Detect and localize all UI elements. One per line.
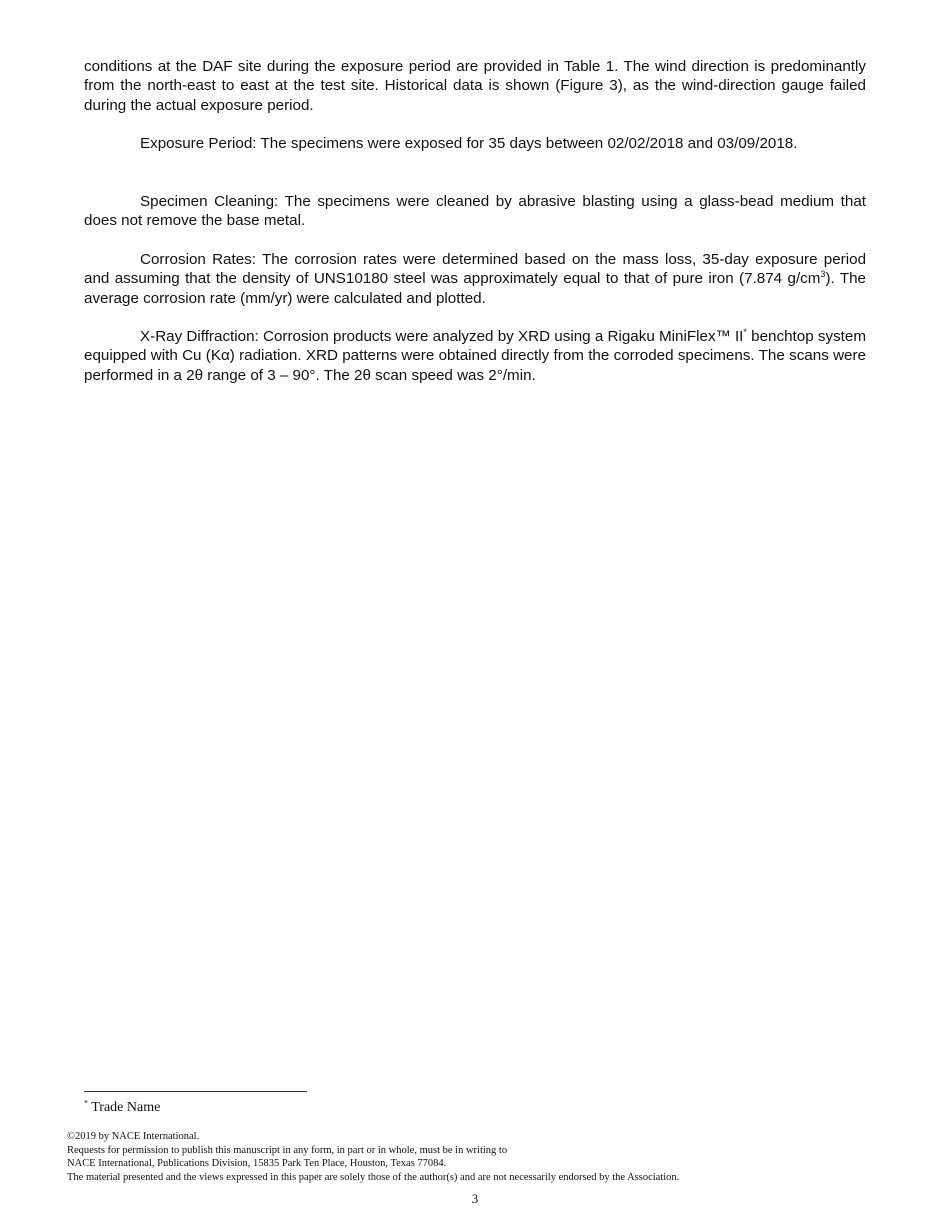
footnote-text: Trade Name <box>88 1100 161 1115</box>
paragraph-specimen-cleaning <box>84 192 866 231</box>
paragraph-text: The specimens were exposed for 35 days between 02/02/2018 and 03/09/2018. <box>260 135 798 152</box>
paragraph-text: conditions at the DAF site during the exposure period are provided in Table 1. The wind direction is predominantly from the north-east to east at the test site. Historical data is shown (Figure 3), as the wind-direction gauge failed during the actual exposure period. <box>84 58 866 114</box>
paragraph-site-conditions <box>84 57 866 115</box>
page-number: 3 <box>471 1191 479 1206</box>
paragraph-text: The specimens were cleaned by abrasive blasting using a glass-bead medium that does not remove the base metal. <box>84 193 866 230</box>
paragraph-text-continued: benchtop system equipped with Cu (Kα) radiation. XRD patterns were obtained directly from the corroded specimens. The scans were performed in a 2θ range of 3 – 90°. The 2θ scan speed was 2°/min. <box>84 328 866 384</box>
footnote-mark: * <box>84 1098 88 1108</box>
footnote-reference[interactable]: * <box>743 326 747 337</box>
copyright-notice <box>67 1130 927 1184</box>
paragraph-text-continued: ). The average corrosion rate (mm/yr) were calculated and plotted. <box>84 270 866 307</box>
copyright-line: ©2019 by NACE International. <box>67 1131 200 1142</box>
address-line: NACE International, Publications Division, 15835 Park Ten Place, Houston, Texas 77084. <box>67 1158 447 1170</box>
footnote <box>84 1099 160 1117</box>
paragraph-exposure-period <box>84 134 866 153</box>
paragraph-heading: Corrosion Rates: <box>140 251 256 268</box>
paragraph-heading: Exposure Period: <box>140 135 257 152</box>
footnote-divider <box>84 1091 307 1092</box>
permission-line: Requests for permission to publish this manuscript in any form, in part or in whole, must be in writing to <box>67 1144 508 1156</box>
paragraph-corrosion-rates <box>84 250 866 308</box>
disclaimer-line: The material presented and the views expressed in this paper are solely those of the author(s) and are not necessarily endorsed by the Association. <box>67 1171 680 1183</box>
superscript-exponent: 3 <box>820 269 826 280</box>
paragraph-text: Corrosion products were analyzed by XRD using a Rigaku MiniFlex™ II <box>262 328 744 345</box>
paragraph-heading: Specimen Cleaning: <box>140 193 279 210</box>
paragraph-heading: X-Ray Diffraction: <box>140 328 259 345</box>
paragraph-xray-diffraction <box>84 327 866 385</box>
paragraph-text: The corrosion rates were determined based on the mass loss, 35-day exposure period and assuming that the density of UNS10180 steel was approximately equal to that of pure iron (7.874 g/cm <box>84 251 867 288</box>
